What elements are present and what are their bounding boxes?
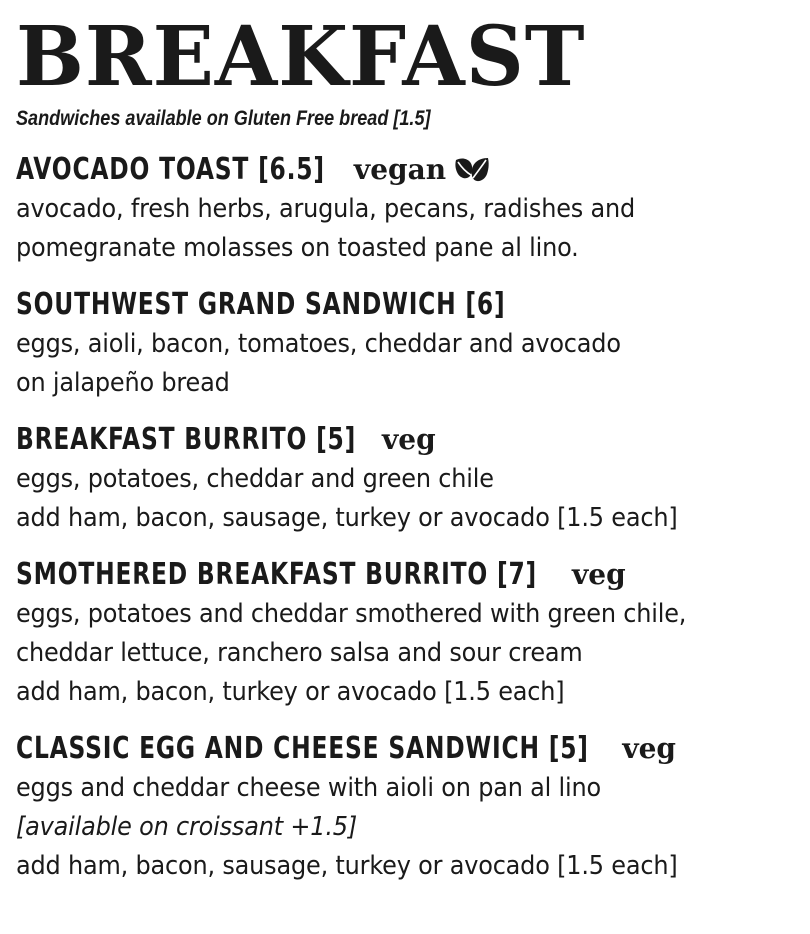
menu-item-breakfast-burrito [16,420,806,538]
item-description-line: avocado, fresh herbs, arugula, pecans, radishes and [16,194,636,224]
leaf-icon [454,154,490,186]
menu-item-avocado-toast [16,150,806,268]
item-description-line: on jalapeño bread [16,368,230,398]
item-diet-tag: veg [382,423,436,456]
item-description-line: eggs and cheddar cheese with aioli on pan al lino [16,773,601,803]
item-name: CLASSIC EGG AND CHEESE SANDWICH [5] [16,731,589,766]
item-heading [16,555,806,595]
item-heading [16,420,806,460]
item-description-line: eggs, potatoes, cheddar and green chile [16,464,494,494]
menu-item-classic-egg-and-cheese-sandwich [16,729,806,886]
item-diet-tag: vegan [353,153,447,186]
item-name: SMOTHERED BREAKFAST BURRITO [7] [16,557,538,592]
item-availability-note: [available on croissant +1.5] [16,812,357,842]
item-name: AVOCADO TOAST [6.5] [16,152,325,187]
menu-page [16,9,806,886]
item-diet-tag: veg [622,732,676,765]
item-description-line: add ham, bacon, turkey or avocado [1.5 each] [16,677,565,707]
item-description-line: pomegranate molasses on toasted pane al lino. [16,233,579,263]
item-description-line: eggs, aioli, bacon, tomatoes, cheddar and avocado [16,329,621,359]
item-name: BREAKFAST BURRITO [5] [16,422,357,457]
item-diet-tag: veg [571,558,626,591]
menu-item-southwest-grand-sandwich [16,285,806,403]
item-name: SOUTHWEST GRAND SANDWICH [6] [16,287,506,322]
item-heading [16,285,806,325]
item-description-line: add ham, bacon, sausage, turkey or avocado [1.5 each] [16,503,678,533]
item-description-line: cheddar lettuce, ranchero salsa and sour cream [16,638,583,668]
menu-subtitle: Sandwiches available on Gluten Free bread [1.5] [16,107,431,130]
menu-title: BREAKFAST [16,9,586,105]
item-heading [16,150,806,190]
item-heading [16,729,806,769]
item-description-line: eggs, potatoes and cheddar smothered with green chile, [16,599,687,629]
item-description-line: add ham, bacon, sausage, turkey or avocado [1.5 each] [16,851,678,881]
menu-item-smothered-breakfast-burrito [16,555,806,712]
